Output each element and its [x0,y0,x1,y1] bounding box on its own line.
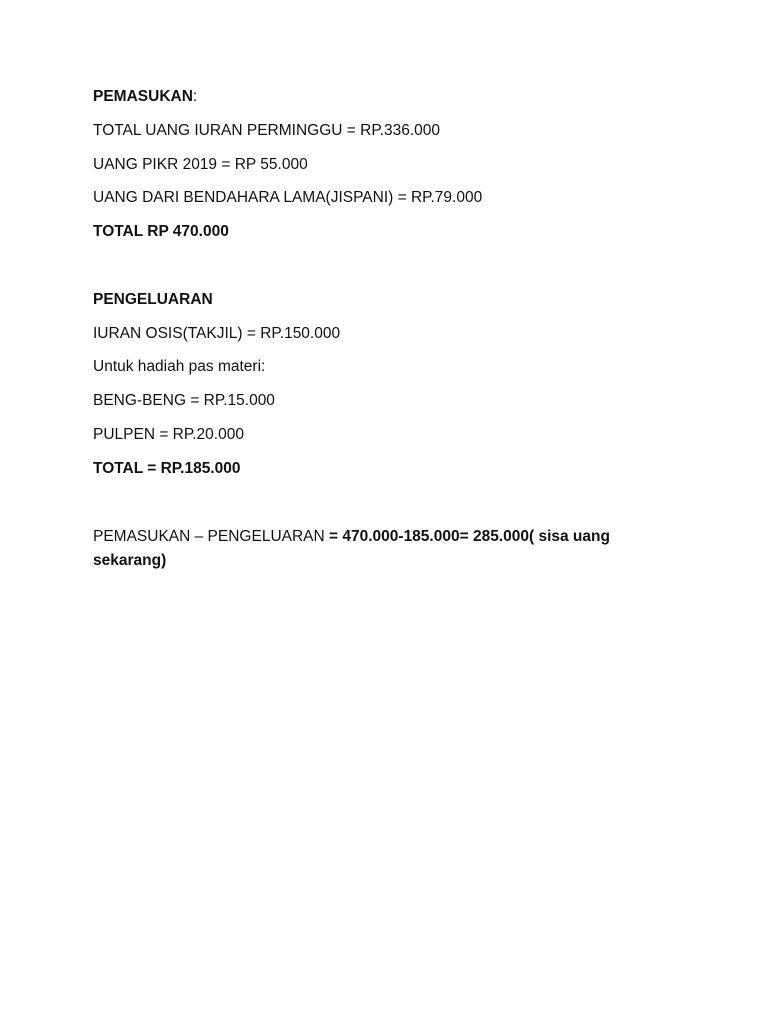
pemasukan-heading-line [93,86,673,120]
pengeluaran-item: IURAN OSIS(TAKJIL) = RP.150.000 [93,324,341,342]
summary-result: = 470.000-185.000= 285.000( sisa uang sekarang) [93,528,610,570]
pengeluaran-heading: PENGELUARAN [93,290,213,308]
pemasukan-item: UANG PIKR 2019 = RP 55.000 [93,155,308,173]
document-page [93,86,673,573]
section-spacer [93,492,673,526]
pengeluaran-item: Untuk hadiah pas materi: [93,358,266,376]
pemasukan-item: TOTAL UANG IURAN PERMINGGU = RP.336.000 [93,121,440,139]
pengeluaran-total: TOTAL = RP.185.000 [93,459,241,477]
summary-paragraph [93,525,673,573]
pemasukan-total: TOTAL RP 470.000 [93,223,229,241]
pemasukan-heading: PEMASUKAN [93,88,193,105]
pengeluaran-item: BENG-BENG = RP.15.000 [93,392,275,410]
pemasukan-heading-colon: : [192,88,198,105]
section-spacer [93,255,673,289]
pemasukan-item: UANG DARI BENDAHARA LAMA(JISPANI) = RP.79.000 [93,189,483,207]
pengeluaran-item: PULPEN = RP.20.000 [93,425,244,443]
summary-label: PEMASUKAN – PENGELUARAN [93,528,330,546]
